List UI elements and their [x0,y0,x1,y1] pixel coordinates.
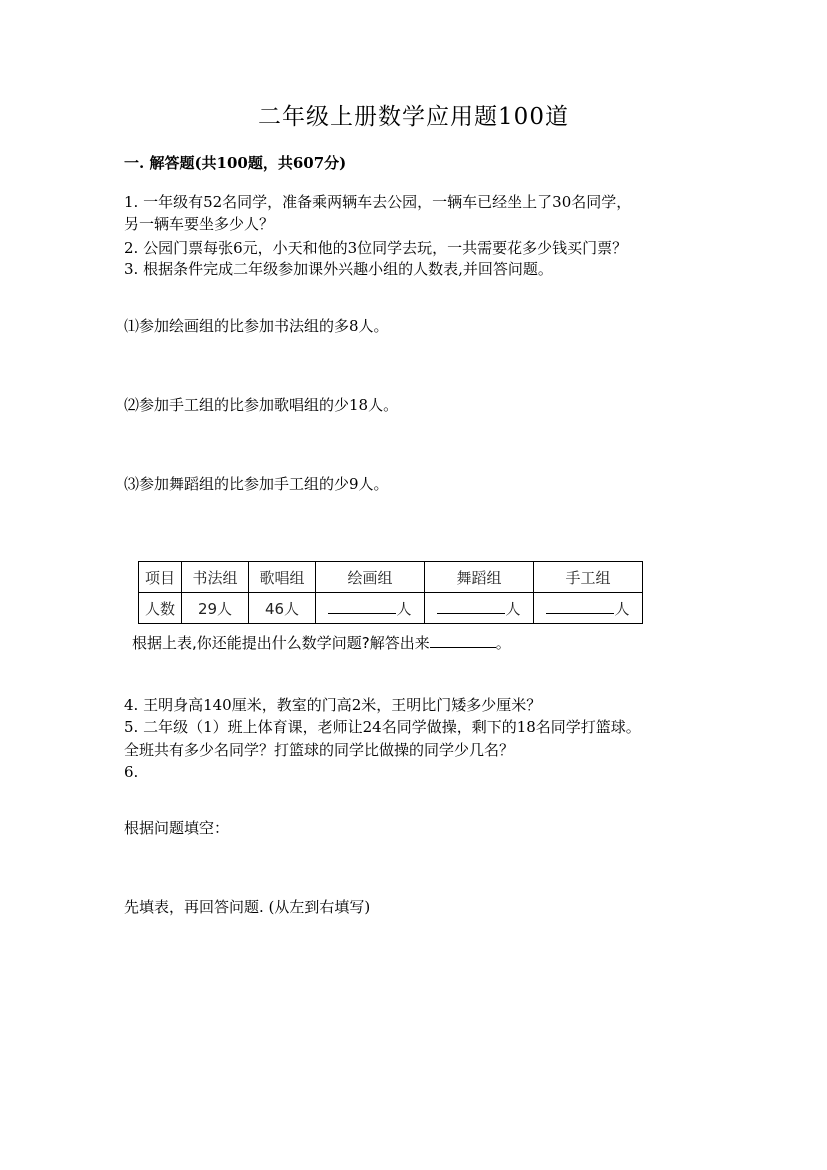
table-row-label: 人数 [139,593,182,624]
question-6-table-instruction: 先填表，再回答问题. (从左到右填写) [124,898,371,916]
question-4: 4. 王明身高140厘米，教室的门高2米，王明比门矮多少厘米？ [124,696,542,714]
condition-3: ⑶参加舞蹈组的比参加手工组的少9人。 [124,475,389,493]
unit-label: 人 [396,599,412,618]
followup-end: 。 [495,634,511,652]
table-blank-cell [425,593,534,624]
interest-group-table [138,561,643,624]
table-header-cell: 绘画组 [316,562,425,593]
condition-2: ⑵参加手工组的比参加歌唱组的少18人。 [124,396,399,414]
table-header-cell: 手工组 [534,562,643,593]
page-title: 二年级上册数学应用题100道 [258,104,569,130]
table-cell: 29人 [182,593,249,624]
answer-blank [430,635,496,648]
section-heading: 一. 解答题(共100题，共607分) [124,154,347,172]
table-cell: 46人 [249,593,316,624]
table-header-cell: 书法组 [182,562,249,593]
question-2: 2. 公园门票每张6元，小天和他的3位同学去玩，一共需要花多少钱买门票？ [124,239,628,257]
unit-label: 人 [614,599,630,618]
question-3: 3. 根据条件完成二年级参加课外兴趣小组的人数表,并回答问题。 [124,260,553,278]
question-1-line-2: 另一辆车要坐多少人？ [124,215,275,233]
question-5-line-2: 全班共有多少名同学？打篮球的同学比做操的同学少几名？ [124,741,515,759]
table-header-cell: 歌唱组 [249,562,316,593]
answer-blank [437,599,505,614]
unit-label: 人 [505,599,521,618]
table-blank-cell [316,593,425,624]
table-header-row [139,562,643,593]
followup-text: 根据上表,你还能提出什么数学问题?解答出来 [132,634,430,652]
question-1-line-1: 1. 一年级有52名同学，准备乘两辆车去公园，一辆车已经坐上了30名同学， [124,193,632,211]
question-6-fill: 根据问题填空： [124,819,230,837]
table-header-cell: 项目 [139,562,182,593]
question-6: 6. [124,763,139,781]
answer-blank [546,599,614,614]
table-followup [132,632,511,653]
table-blank-cell [534,593,643,624]
answer-blank [328,599,396,614]
question-5-line-1: 5. 二年级（1）班上体育课，老师让24名同学做操，剩下的18名同学打篮球。 [124,718,641,736]
table-row [139,593,643,624]
condition-1: ⑴参加绘画组的比参加书法组的多8人。 [124,317,389,335]
table-header-cell: 舞蹈组 [425,562,534,593]
